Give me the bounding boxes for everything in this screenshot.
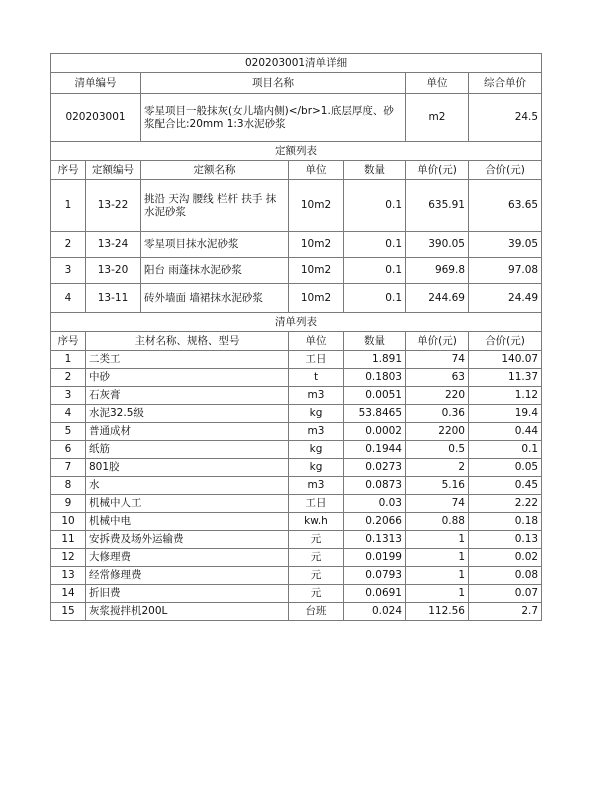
material-no: 3 bbox=[51, 387, 86, 405]
material-price: 1 bbox=[406, 531, 469, 549]
quota-no: 3 bbox=[51, 258, 86, 284]
quota-qty: 0.1 bbox=[344, 180, 406, 232]
material-total: 140.07 bbox=[469, 351, 542, 369]
material-unit: m3 bbox=[289, 423, 344, 441]
material-name: 机械中人工 bbox=[86, 495, 289, 513]
material-qty: 0.1803 bbox=[344, 369, 406, 387]
materials-header-name: 主材名称、规格、型号 bbox=[86, 332, 289, 351]
material-no: 14 bbox=[51, 585, 86, 603]
material-name: 801胶 bbox=[86, 459, 289, 477]
item-code: 020203001 bbox=[51, 94, 141, 142]
material-name: 水泥32.5级 bbox=[86, 405, 289, 423]
quota-code: 13-24 bbox=[86, 232, 141, 258]
material-price: 0.5 bbox=[406, 441, 469, 459]
quota-price: 244.69 bbox=[406, 284, 469, 313]
quota-header-price: 单价(元) bbox=[406, 161, 469, 180]
quota-name: 阳台 雨蓬抹水泥砂浆 bbox=[141, 258, 289, 284]
material-row bbox=[51, 423, 542, 441]
quota-total: 24.49 bbox=[469, 284, 542, 313]
material-name: 安拆费及场外运输费 bbox=[86, 531, 289, 549]
material-row bbox=[51, 459, 542, 477]
material-total: 2.22 bbox=[469, 495, 542, 513]
col-header-code: 清单编号 bbox=[51, 73, 141, 94]
material-row bbox=[51, 585, 542, 603]
material-price: 2200 bbox=[406, 423, 469, 441]
quota-price: 390.05 bbox=[406, 232, 469, 258]
quota-header-no: 序号 bbox=[51, 161, 86, 180]
material-price: 63 bbox=[406, 369, 469, 387]
material-qty: 0.1944 bbox=[344, 441, 406, 459]
quota-no: 1 bbox=[51, 180, 86, 232]
material-total: 11.37 bbox=[469, 369, 542, 387]
quota-no: 4 bbox=[51, 284, 86, 313]
quota-header-qty: 数量 bbox=[344, 161, 406, 180]
material-total: 0.18 bbox=[469, 513, 542, 531]
quota-name: 挑沿 天沟 腰线 栏杆 扶手 抹水泥砂浆 bbox=[141, 180, 289, 232]
quota-no: 2 bbox=[51, 232, 86, 258]
quota-unit: 10m2 bbox=[289, 180, 344, 232]
material-no: 7 bbox=[51, 459, 86, 477]
item-name: 零星项目一般抹灰(女儿墙内侧)</br>1.底层厚度、砂浆配合比:20mm 1:3水泥砂浆 bbox=[141, 94, 406, 142]
material-price: 220 bbox=[406, 387, 469, 405]
col-header-unit: 单位 bbox=[406, 73, 469, 94]
quota-qty: 0.1 bbox=[344, 258, 406, 284]
material-price: 2 bbox=[406, 459, 469, 477]
material-price: 74 bbox=[406, 351, 469, 369]
material-price: 5.16 bbox=[406, 477, 469, 495]
material-unit: 台班 bbox=[289, 603, 344, 621]
material-total: 0.45 bbox=[469, 477, 542, 495]
material-price: 1 bbox=[406, 549, 469, 567]
material-unit: kg bbox=[289, 441, 344, 459]
material-row bbox=[51, 387, 542, 405]
quota-header-name: 定额名称 bbox=[141, 161, 289, 180]
col-header-price: 综合单价 bbox=[469, 73, 542, 94]
item-price: 24.5 bbox=[469, 94, 542, 142]
quota-code: 13-22 bbox=[86, 180, 141, 232]
material-no: 2 bbox=[51, 369, 86, 387]
material-qty: 0.0051 bbox=[344, 387, 406, 405]
material-qty: 1.891 bbox=[344, 351, 406, 369]
quota-price: 635.91 bbox=[406, 180, 469, 232]
material-qty: 0.0273 bbox=[344, 459, 406, 477]
material-unit: 元 bbox=[289, 567, 344, 585]
material-qty: 0.0873 bbox=[344, 477, 406, 495]
material-qty: 0.0691 bbox=[344, 585, 406, 603]
quota-section-title: 定额列表 bbox=[51, 142, 542, 161]
material-unit: 工日 bbox=[289, 495, 344, 513]
material-name: 普通成材 bbox=[86, 423, 289, 441]
quota-code: 13-20 bbox=[86, 258, 141, 284]
material-total: 19.4 bbox=[469, 405, 542, 423]
materials-header-no: 序号 bbox=[51, 332, 86, 351]
quota-total: 97.08 bbox=[469, 258, 542, 284]
material-name: 折旧费 bbox=[86, 585, 289, 603]
quota-price: 969.8 bbox=[406, 258, 469, 284]
material-no: 11 bbox=[51, 531, 86, 549]
material-name: 水 bbox=[86, 477, 289, 495]
material-price: 1 bbox=[406, 567, 469, 585]
material-row bbox=[51, 567, 542, 585]
material-no: 9 bbox=[51, 495, 86, 513]
quota-code: 13-11 bbox=[86, 284, 141, 313]
material-no: 4 bbox=[51, 405, 86, 423]
materials-header-row bbox=[51, 332, 542, 351]
material-price: 74 bbox=[406, 495, 469, 513]
material-unit: 工日 bbox=[289, 351, 344, 369]
material-price: 0.88 bbox=[406, 513, 469, 531]
material-qty: 0.0002 bbox=[344, 423, 406, 441]
material-qty: 53.8465 bbox=[344, 405, 406, 423]
material-row bbox=[51, 603, 542, 621]
material-total: 0.13 bbox=[469, 531, 542, 549]
material-unit: 元 bbox=[289, 549, 344, 567]
quota-total: 63.65 bbox=[469, 180, 542, 232]
material-row bbox=[51, 513, 542, 531]
quota-header-code: 定额编号 bbox=[86, 161, 141, 180]
material-name: 灰浆搅拌机200L bbox=[86, 603, 289, 621]
quota-name: 零星项目抹水泥砂浆 bbox=[141, 232, 289, 258]
materials-header-price: 单价(元) bbox=[406, 332, 469, 351]
material-no: 15 bbox=[51, 603, 86, 621]
material-no: 10 bbox=[51, 513, 86, 531]
quota-row bbox=[51, 232, 542, 258]
material-price: 0.36 bbox=[406, 405, 469, 423]
material-name: 大修理费 bbox=[86, 549, 289, 567]
material-row bbox=[51, 351, 542, 369]
quota-row bbox=[51, 258, 542, 284]
material-total: 0.1 bbox=[469, 441, 542, 459]
material-row bbox=[51, 531, 542, 549]
sheet-title: 020203001清单详细 bbox=[51, 54, 542, 73]
material-no: 13 bbox=[51, 567, 86, 585]
material-row bbox=[51, 441, 542, 459]
material-unit: t bbox=[289, 369, 344, 387]
quota-total: 39.05 bbox=[469, 232, 542, 258]
material-unit: kg bbox=[289, 459, 344, 477]
material-no: 6 bbox=[51, 441, 86, 459]
quota-qty: 0.1 bbox=[344, 284, 406, 313]
material-row bbox=[51, 477, 542, 495]
material-qty: 0.024 bbox=[344, 603, 406, 621]
quota-row bbox=[51, 180, 542, 232]
material-no: 5 bbox=[51, 423, 86, 441]
material-unit: kw.h bbox=[289, 513, 344, 531]
material-name: 纸筋 bbox=[86, 441, 289, 459]
material-row bbox=[51, 495, 542, 513]
material-price: 112.56 bbox=[406, 603, 469, 621]
material-qty: 0.0199 bbox=[344, 549, 406, 567]
material-name: 中砂 bbox=[86, 369, 289, 387]
bill-detail-table bbox=[50, 53, 542, 621]
quota-unit: 10m2 bbox=[289, 232, 344, 258]
material-total: 0.44 bbox=[469, 423, 542, 441]
material-name: 经常修理费 bbox=[86, 567, 289, 585]
quota-header-row bbox=[51, 161, 542, 180]
materials-section-title: 清单列表 bbox=[51, 313, 542, 332]
material-unit: kg bbox=[289, 405, 344, 423]
quota-qty: 0.1 bbox=[344, 232, 406, 258]
material-unit: 元 bbox=[289, 585, 344, 603]
material-no: 8 bbox=[51, 477, 86, 495]
material-name: 机械中电 bbox=[86, 513, 289, 531]
material-total: 0.07 bbox=[469, 585, 542, 603]
quota-unit: 10m2 bbox=[289, 258, 344, 284]
material-qty: 0.1313 bbox=[344, 531, 406, 549]
material-total: 0.05 bbox=[469, 459, 542, 477]
item-unit: m2 bbox=[406, 94, 469, 142]
material-row bbox=[51, 549, 542, 567]
material-row bbox=[51, 405, 542, 423]
material-qty: 0.2066 bbox=[344, 513, 406, 531]
material-no: 1 bbox=[51, 351, 86, 369]
materials-header-unit: 单位 bbox=[289, 332, 344, 351]
materials-header-qty: 数量 bbox=[344, 332, 406, 351]
material-total: 0.08 bbox=[469, 567, 542, 585]
material-unit: m3 bbox=[289, 387, 344, 405]
material-total: 2.7 bbox=[469, 603, 542, 621]
material-qty: 0.0793 bbox=[344, 567, 406, 585]
material-unit: m3 bbox=[289, 477, 344, 495]
material-no: 12 bbox=[51, 549, 86, 567]
quota-name: 砖外墙面 墙裙抹水泥砂浆 bbox=[141, 284, 289, 313]
col-header-name: 项目名称 bbox=[141, 73, 406, 94]
material-price: 1 bbox=[406, 585, 469, 603]
material-total: 1.12 bbox=[469, 387, 542, 405]
material-qty: 0.03 bbox=[344, 495, 406, 513]
material-name: 石灰膏 bbox=[86, 387, 289, 405]
quota-row bbox=[51, 284, 542, 313]
quota-header-total: 合价(元) bbox=[469, 161, 542, 180]
material-name: 二类工 bbox=[86, 351, 289, 369]
material-total: 0.02 bbox=[469, 549, 542, 567]
quota-unit: 10m2 bbox=[289, 284, 344, 313]
material-row bbox=[51, 369, 542, 387]
quota-header-unit: 单位 bbox=[289, 161, 344, 180]
materials-header-total: 合价(元) bbox=[469, 332, 542, 351]
material-unit: 元 bbox=[289, 531, 344, 549]
